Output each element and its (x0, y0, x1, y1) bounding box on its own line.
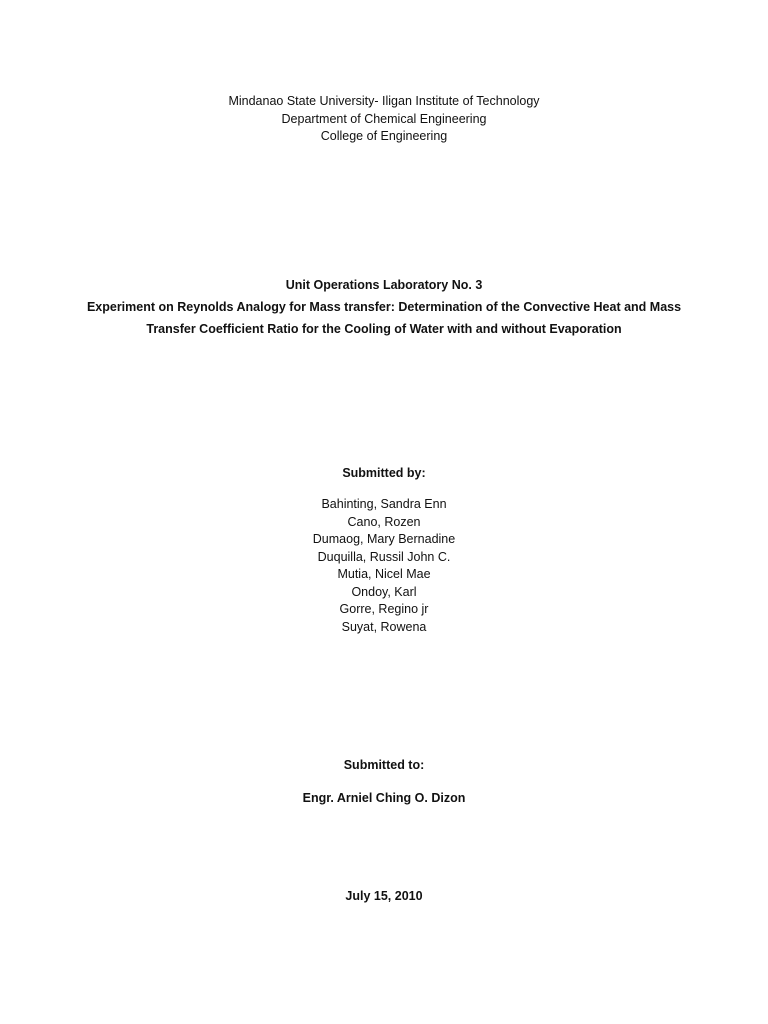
institution-header (0, 93, 768, 146)
experiment-title-line-1: Experiment on Reynolds Analogy for Mass transfer: Determination of the Convective Heat and Mass (86, 300, 682, 314)
author-name: Duquilla, Russil John C. (317, 549, 451, 564)
author-name: Cano, Rozen (347, 514, 421, 529)
submission-date: July 15, 2010 (345, 889, 423, 903)
lab-number: Unit Operations Laboratory No. 3 (285, 278, 483, 292)
author-name: Gorre, Regino jr (339, 602, 429, 616)
advisor-name: Engr. Arniel Ching O. Dizon (302, 791, 466, 805)
submitted-to-label: Submitted to: (343, 758, 425, 772)
report-title (0, 274, 768, 340)
submitted-by-label: Submitted by: (342, 466, 426, 480)
college-name: College of Engineering (320, 129, 448, 143)
experiment-title-line-2: Transfer Coefficient Ratio for the Cooling of Water with and without Evaporation (146, 322, 622, 336)
author-name: Bahinting, Sandra Enn (321, 497, 447, 511)
author-name: Suyat, Rowena (341, 619, 427, 634)
author-list (0, 496, 768, 636)
author-name: Ondoy, Karl (351, 584, 417, 599)
author-name: Dumaog, Mary Bernadine (312, 532, 456, 546)
author-name: Mutia, Nicel Mae (337, 567, 431, 581)
department-name: Department of Chemical Engineering (281, 111, 487, 126)
university-name: Mindanao State University- Iligan Institute of Technology (228, 94, 540, 108)
